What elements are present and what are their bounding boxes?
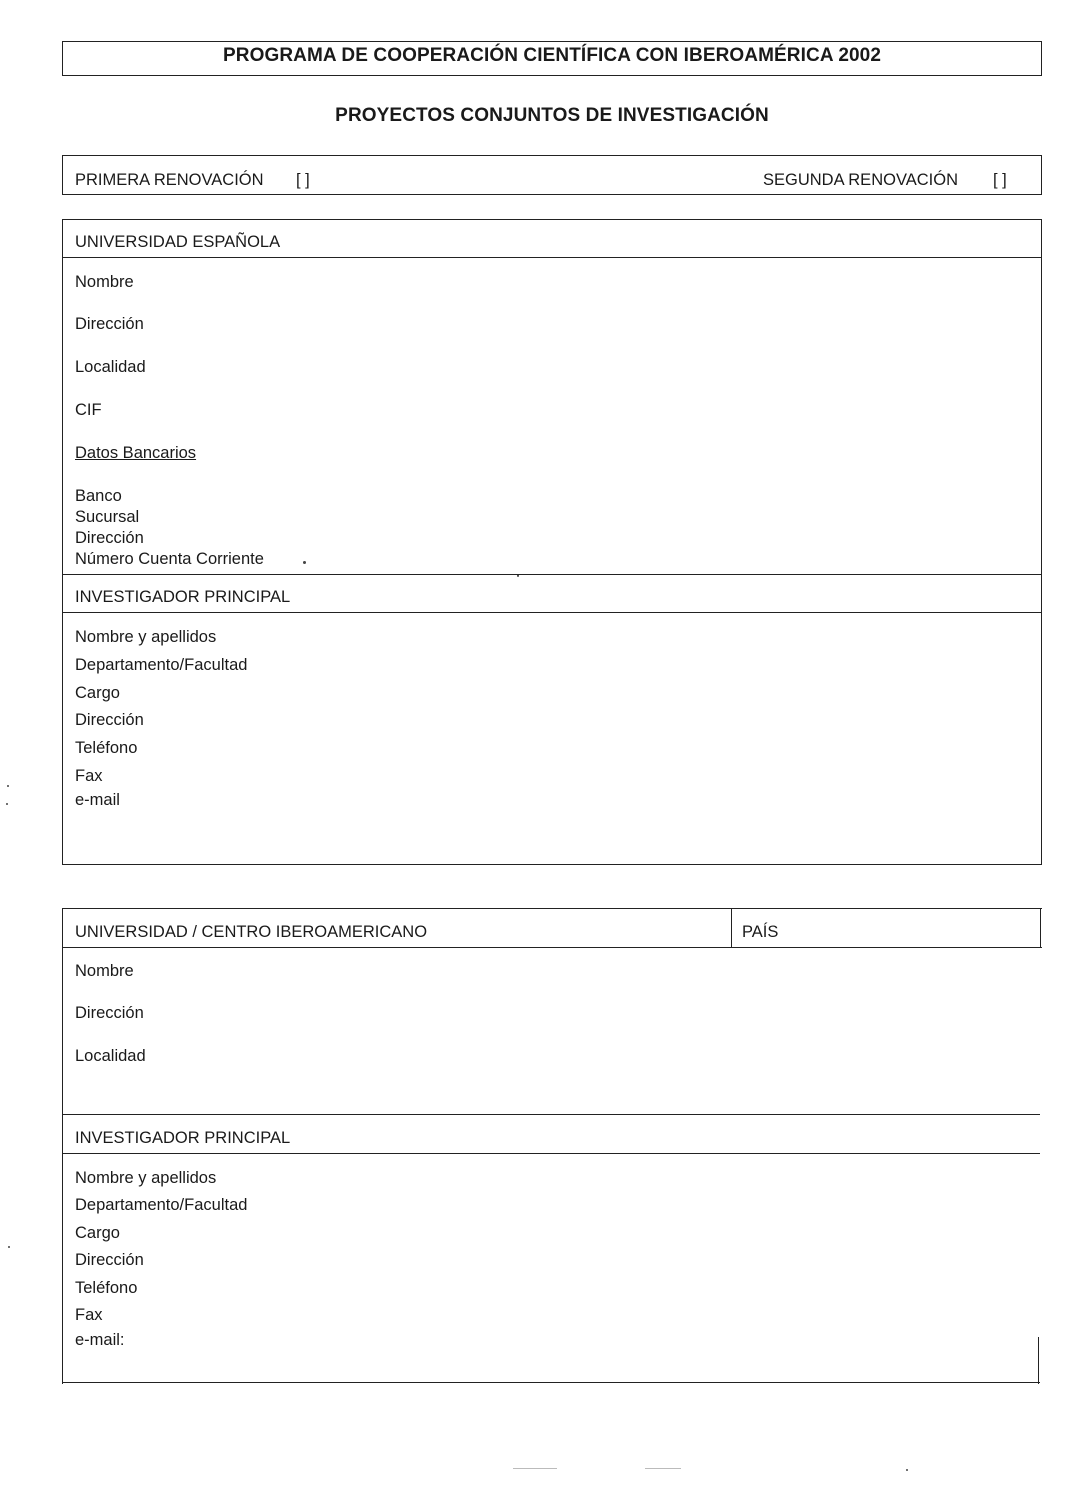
divider [62, 574, 1042, 575]
divider [62, 1382, 1040, 1383]
divider [62, 1153, 1040, 1154]
spanish-researcher-department-field[interactable]: Departamento/Facultad [75, 656, 248, 674]
ibero-researcher-department-field[interactable]: Departamento/Facultad [75, 1196, 248, 1214]
ibero-researcher-email-field[interactable]: e-mail: [75, 1331, 125, 1349]
divider [62, 1114, 1040, 1115]
second-renewal-label: SEGUNDA RENOVACIÓN [763, 171, 958, 189]
spanish-researcher-email-field[interactable]: e-mail [75, 791, 120, 809]
spanish-researcher-position-field[interactable]: Cargo [75, 684, 120, 702]
spanish-university-heading: UNIVERSIDAD ESPAÑOLA [75, 233, 281, 251]
scan-artifact [645, 1468, 681, 1469]
scan-speck [7, 785, 9, 787]
spanish-university-name-field[interactable]: Nombre [75, 273, 134, 291]
scan-speck [303, 561, 306, 564]
divider [62, 908, 1042, 909]
divider [62, 908, 63, 1384]
scan-speck [8, 1246, 10, 1248]
spanish-university-city-field[interactable]: Localidad [75, 358, 146, 376]
ibero-researcher-address-field[interactable]: Dirección [75, 1251, 144, 1269]
divider [1040, 908, 1041, 948]
ibero-researcher-fax-field[interactable]: Fax [75, 1306, 103, 1324]
spanish-researcher-address-field[interactable]: Dirección [75, 711, 144, 729]
spanish-researcher-name-field[interactable]: Nombre y apellidos [75, 628, 217, 646]
spanish-researcher-fax-field[interactable]: Fax [75, 767, 103, 785]
spanish-researcher-heading: INVESTIGADOR PRINCIPAL [75, 588, 291, 606]
ibero-university-name-field[interactable]: Nombre [75, 962, 134, 980]
spanish-researcher-phone-field[interactable]: Teléfono [75, 739, 138, 757]
spanish-section-box [62, 219, 1042, 865]
program-title: PROGRAMA DE COOPERACIÓN CIENTÍFICA CON IBEROAMÉRICA 2002 [223, 45, 881, 66]
ibero-researcher-name-field[interactable]: Nombre y apellidos [75, 1169, 217, 1187]
scan-speck [6, 803, 8, 805]
ibero-researcher-position-field[interactable]: Cargo [75, 1224, 120, 1242]
bank-address-field[interactable]: Dirección [75, 529, 144, 547]
ibero-researcher-phone-field[interactable]: Teléfono [75, 1279, 138, 1297]
divider [62, 257, 1042, 258]
ibero-university-heading: UNIVERSIDAD / CENTRO IBEROAMERICANO [75, 923, 428, 941]
bank-branch-field[interactable]: Sucursal [75, 508, 140, 526]
scan-artifact [513, 1468, 557, 1469]
spanish-university-cif-field[interactable]: CIF [75, 401, 102, 419]
ibero-university-city-field[interactable]: Localidad [75, 1047, 146, 1065]
country-field[interactable]: PAÍS [742, 923, 779, 941]
ibero-researcher-heading: INVESTIGADOR PRINCIPAL [75, 1129, 291, 1147]
second-renewal-checkbox[interactable]: [ ] [993, 171, 1007, 189]
divider [731, 908, 732, 948]
account-number-field[interactable]: Número Cuenta Corriente [75, 550, 264, 568]
divider [62, 612, 1042, 613]
page-subtitle: PROYECTOS CONJUNTOS DE INVESTIGACIÓN [335, 105, 769, 126]
bank-details-heading: Datos Bancarios [75, 444, 197, 462]
first-renewal-checkbox[interactable]: [ ] [296, 171, 310, 189]
divider [62, 947, 1042, 948]
spanish-university-address-field[interactable]: Dirección [75, 315, 144, 333]
first-renewal-label: PRIMERA RENOVACIÓN [75, 171, 264, 189]
scan-speck [906, 1469, 908, 1471]
ibero-university-address-field[interactable]: Dirección [75, 1004, 144, 1022]
divider [1038, 1337, 1039, 1384]
bank-field[interactable]: Banco [75, 487, 122, 505]
